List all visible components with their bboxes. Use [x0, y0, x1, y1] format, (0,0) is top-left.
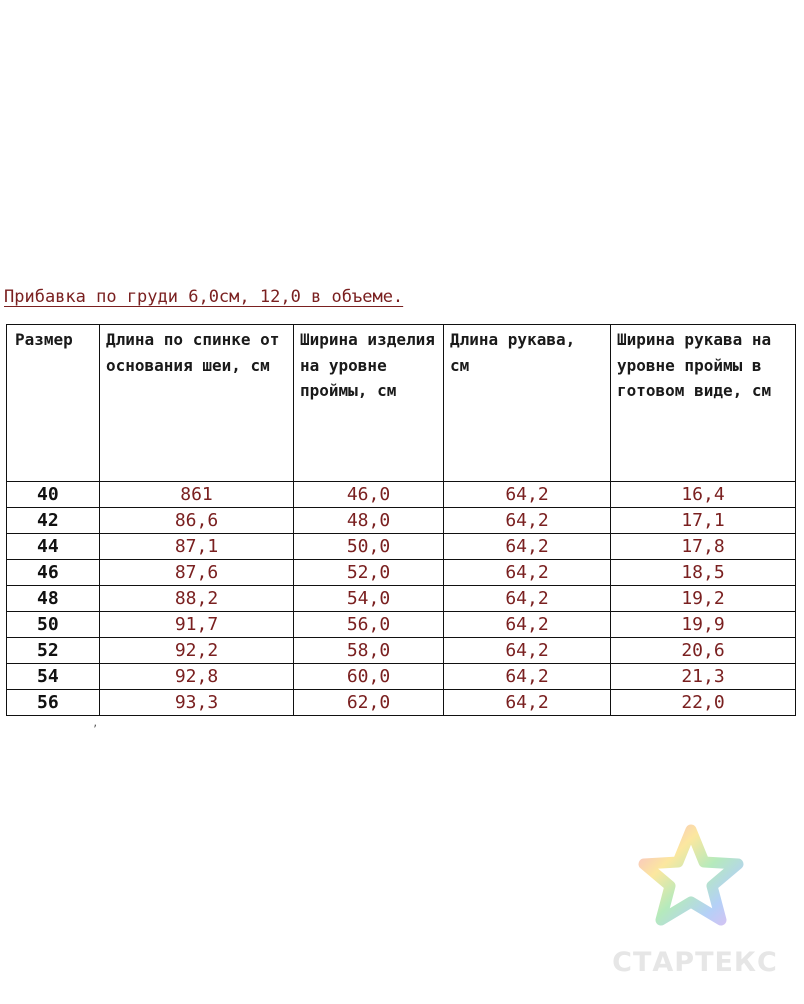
- table-row: [7, 560, 796, 586]
- back-length-cell: 91,7: [100, 612, 294, 638]
- size-cell: 44: [7, 534, 100, 560]
- sleeve-width-cell: 20,6: [611, 638, 796, 664]
- header-sleeve-width: Ширина рукава на уровне проймы в готовом виде, см: [611, 325, 796, 482]
- sleeve-width-cell: 22,0: [611, 690, 796, 716]
- back-length-cell: 87,6: [100, 560, 294, 586]
- sleeve-width-cell: 17,8: [611, 534, 796, 560]
- size-cell: 48: [7, 586, 100, 612]
- armhole-width-cell: 48,0: [294, 508, 444, 534]
- sleeve-length-cell: 64,2: [444, 612, 611, 638]
- star-logo-icon: [636, 822, 746, 932]
- table-row: [7, 638, 796, 664]
- sleeve-length-cell: 64,2: [444, 638, 611, 664]
- armhole-width-cell: 52,0: [294, 560, 444, 586]
- header-armhole-width: Ширина изделия на уровне проймы, см: [294, 325, 444, 482]
- table-caption: Прибавка по груди 6,0см, 12,0 в объеме.: [4, 287, 404, 307]
- sleeve-width-cell: 19,2: [611, 586, 796, 612]
- size-table: [6, 324, 796, 716]
- header-size: Размер: [7, 325, 100, 482]
- header-sleeve-length: Длина рукава, см: [444, 325, 611, 482]
- table-header-row: [7, 325, 796, 482]
- sleeve-length-cell: 64,2: [444, 664, 611, 690]
- size-cell: 52: [7, 638, 100, 664]
- watermark-text: СТАРТЕКС: [612, 947, 778, 978]
- size-cell: 50: [7, 612, 100, 638]
- back-length-cell: 87,1: [100, 534, 294, 560]
- armhole-width-cell: 60,0: [294, 664, 444, 690]
- table-row: [7, 690, 796, 716]
- size-cell: 54: [7, 664, 100, 690]
- sleeve-width-cell: 17,1: [611, 508, 796, 534]
- sleeve-width-cell: 16,4: [611, 482, 796, 508]
- sleeve-width-cell: 18,5: [611, 560, 796, 586]
- table-row: [7, 664, 796, 690]
- watermark-logo: [600, 822, 790, 992]
- sleeve-width-cell: 21,3: [611, 664, 796, 690]
- armhole-width-cell: 54,0: [294, 586, 444, 612]
- armhole-width-cell: 46,0: [294, 482, 444, 508]
- back-length-cell: 92,2: [100, 638, 294, 664]
- header-back-length: Длина по спинке от основания шеи, см: [100, 325, 294, 482]
- size-cell: 46: [7, 560, 100, 586]
- sleeve-length-cell: 64,2: [444, 482, 611, 508]
- sleeve-length-cell: 64,2: [444, 586, 611, 612]
- size-cell: 42: [7, 508, 100, 534]
- table-row: [7, 534, 796, 560]
- back-length-cell: 88,2: [100, 586, 294, 612]
- stray-mark: ʼ: [92, 724, 99, 735]
- size-cell: 56: [7, 690, 100, 716]
- table-row: [7, 612, 796, 638]
- back-length-cell: 86,6: [100, 508, 294, 534]
- sleeve-width-cell: 19,9: [611, 612, 796, 638]
- sleeve-length-cell: 64,2: [444, 534, 611, 560]
- size-cell: 40: [7, 482, 100, 508]
- table-row: [7, 586, 796, 612]
- table-row: [7, 508, 796, 534]
- armhole-width-cell: 58,0: [294, 638, 444, 664]
- armhole-width-cell: 50,0: [294, 534, 444, 560]
- table-row: [7, 482, 796, 508]
- back-length-cell: 861: [100, 482, 294, 508]
- armhole-width-cell: 56,0: [294, 612, 444, 638]
- back-length-cell: 93,3: [100, 690, 294, 716]
- armhole-width-cell: 62,0: [294, 690, 444, 716]
- sleeve-length-cell: 64,2: [444, 508, 611, 534]
- sleeve-length-cell: 64,2: [444, 690, 611, 716]
- back-length-cell: 92,8: [100, 664, 294, 690]
- sleeve-length-cell: 64,2: [444, 560, 611, 586]
